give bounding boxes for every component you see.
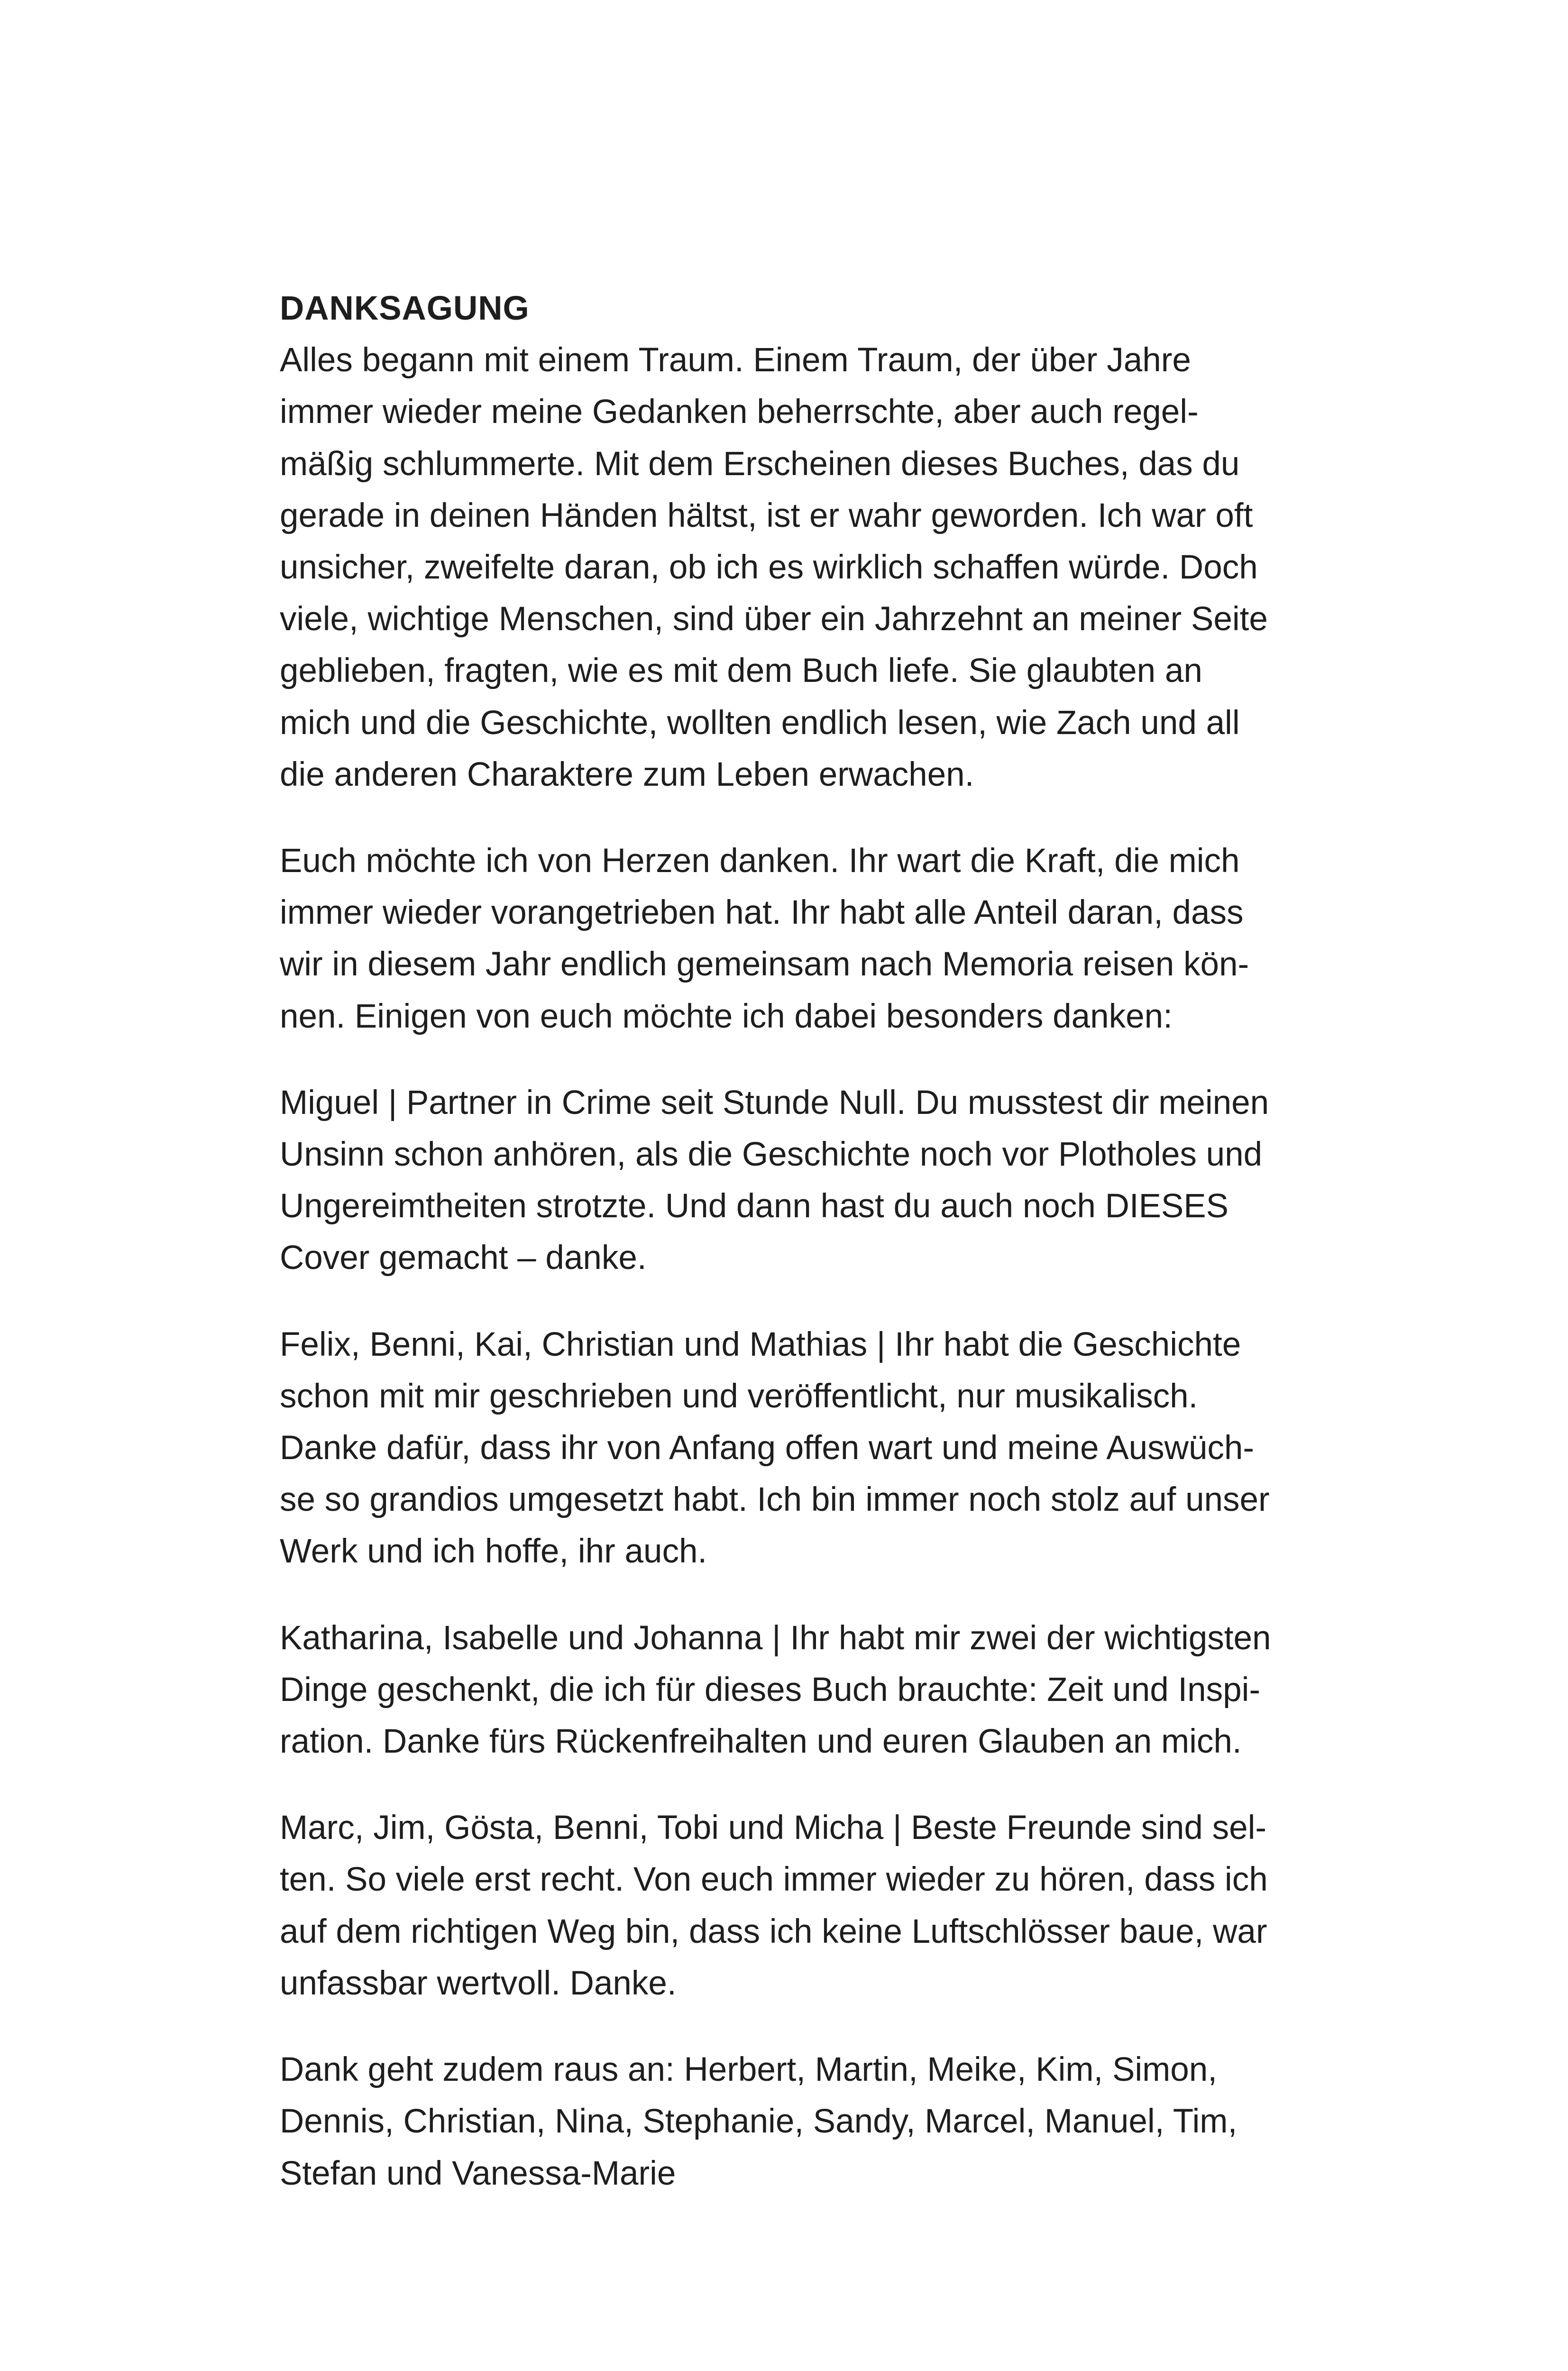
text-line: Dank geht zudem raus an: Herbert, Martin, Meike, Kim, Simon, [280, 2051, 1217, 2089]
paragraph-gap [280, 1767, 1361, 1802]
text-line: unsicher, zweifelte daran, ob ich es wirklich schaffen würde. Doch [280, 549, 1258, 587]
text-line: Ungereimtheiten strotzte. Und dann hast du auch noch DIESES [280, 1187, 1229, 1225]
text-line: auf dem richtigen Weg bin, dass ich keine Luftschlösser baue, war [280, 1912, 1267, 1950]
text-line: Euch möchte ich von Herzen danken. Ihr wart die Kraft, die mich [280, 842, 1240, 880]
paragraph [280, 1319, 1361, 1578]
text-line: Dinge geschenkt, die ich für dieses Buch brauchte: Zeit und Inspi- [280, 1671, 1261, 1709]
text-line: unfassbar wertvoll. Danke. [280, 1964, 677, 2002]
text-line: immer wieder vorangetrieben hat. Ihr habt alle Anteil daran, dass [280, 894, 1244, 932]
text-line: ten. So viele erst recht. Von euch immer wieder zu hören, dass ich [280, 1861, 1268, 1899]
paragraph [280, 2044, 1361, 2199]
paragraph-gap [280, 1284, 1361, 1319]
text-line: mich und die Geschichte, wollten endlich lesen, wie Zach und all [280, 704, 1240, 742]
text-line: geblieben, fragten, wie es mit dem Buch liefe. Sie glaubten an [280, 652, 1202, 690]
text-line: Werk und ich hoffe, ihr auch. [280, 1533, 707, 1571]
section-heading: DANKSAGUNG [280, 290, 530, 327]
text-line: Cover gemacht – danke. [280, 1239, 647, 1277]
text-line: se so grandios umgesetzt habt. Ich bin immer noch stolz auf unser [280, 1481, 1270, 1519]
text-line: nen. Einigen von euch möchte ich dabei besonders danken: [280, 997, 1173, 1035]
paragraph-gap [280, 1042, 1361, 1077]
text-line: mäßig schlummerte. Mit dem Erscheinen dieses Buches, das du [280, 445, 1240, 483]
text-line: wir in diesem Jahr endlich gemeinsam nach Memoria reisen kön- [280, 946, 1249, 983]
text-line: Danke dafür, dass ihr von Anfang offen wart und meine Auswüch- [280, 1429, 1255, 1467]
text-line: ration. Danke fürs Rückenfreihalten und euren Glauben an mich. [280, 1723, 1242, 1761]
paragraph [280, 1077, 1361, 1284]
acknowledgements-section [280, 283, 1361, 2199]
text-line: immer wieder meine Gedanken beherrschte, aber auch regel- [280, 393, 1199, 431]
text-line: Felix, Benni, Kai, Christian und Mathias | Ihr habt die Geschichte [280, 1325, 1241, 1363]
paragraph [280, 835, 1361, 1042]
paragraph [280, 334, 1361, 800]
paragraph-list [280, 334, 1361, 2199]
text-line: Miguel | Partner in Crime seit Stunde Null. Du musstest dir meinen [280, 1084, 1269, 1121]
text-line: Katharina, Isabelle und Johanna | Ihr habt mir zwei der wichtigsten [280, 1619, 1271, 1657]
text-line: schon mit mir geschrieben und veröffentlicht, nur musikalisch. [280, 1377, 1198, 1415]
text-line: Unsinn schon anhören, als die Geschichte noch vor Plotholes und [280, 1136, 1263, 1174]
text-line: Stefan und Vanessa-Marie [280, 2154, 676, 2192]
paragraph-gap [280, 800, 1361, 835]
text-line: Alles begann mit einem Traum. Einem Traum, der über Jahre [280, 341, 1191, 379]
paragraph-gap [280, 1578, 1361, 1612]
paragraph-gap [280, 2009, 1361, 2044]
text-line: Marc, Jim, Gösta, Benni, Tobi und Micha | Beste Freunde sind sel- [280, 1809, 1267, 1847]
paragraph [280, 1612, 1361, 1768]
text-line: die anderen Charaktere zum Leben erwachen. [280, 755, 974, 793]
text-line: Dennis, Christian, Nina, Stephanie, Sandy, Marcel, Manuel, Tim, [280, 2103, 1238, 2141]
text-line: viele, wichtige Menschen, sind über ein Jahrzehnt an meiner Seite [280, 600, 1268, 638]
paragraph [280, 1802, 1361, 2009]
text-line: gerade in deinen Händen hältst, ist er wahr geworden. Ich war oft [280, 496, 1253, 534]
